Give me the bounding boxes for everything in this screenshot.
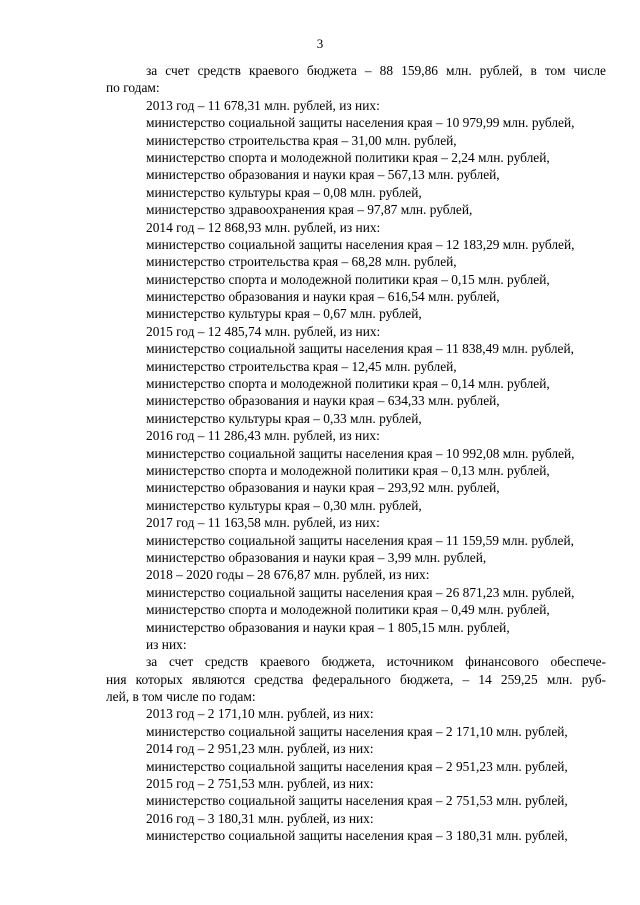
- text-line: 2018 – 2020 годы – 28 676,87 млн. рублей, из них:: [146, 567, 430, 583]
- text-line: 2015 год – 2 751,53 млн. рублей, из них:: [146, 776, 374, 792]
- text-line: министерство социальной защиты населения края – 2 171,10 млн. рублей,: [146, 723, 568, 739]
- text-line: министерство образования и науки края – 616,54 млн. рублей,: [146, 289, 500, 305]
- text-line: за счет средств краевого бюджета, источником финансового обеспече-: [146, 654, 606, 670]
- text-line: министерство строительства края – 12,45 млн. рублей,: [146, 358, 457, 374]
- text-line: 2016 год – 11 286,43 млн. рублей, из них:: [146, 428, 380, 444]
- text-line: 2017 год – 11 163,58 млн. рублей, из них:: [146, 515, 380, 531]
- text-line: за счет средств краевого бюджета – 88 159,86 млн. рублей, в том числе: [146, 63, 606, 78]
- document-body: [106, 62, 606, 845]
- text-line: 2013 год – 11 678,31 млн. рублей, из них:: [146, 97, 380, 113]
- text-line: министерство социальной защиты населения края – 26 871,23 млн. рублей,: [146, 584, 575, 600]
- text-line: министерство культуры края – 0,08 млн. рублей,: [146, 184, 422, 200]
- text-line: министерство образования и науки края – 567,13 млн. рублей,: [146, 167, 500, 183]
- text-line: министерство социальной защиты населения края – 3 180,31 млн. рублей,: [146, 828, 568, 844]
- text-line: министерство образования и науки края – 634,33 млн. рублей,: [146, 393, 500, 409]
- page-number: 3: [316, 36, 324, 51]
- text-line: министерство спорта и молодежной политики края – 0,15 млн. рублей,: [146, 271, 550, 287]
- text-line: ния которых являются средства федерального бюджета, – 14 259,25 млн. руб-: [106, 671, 606, 687]
- text-line: министерство образования и науки края – 1 805,15 млн. рублей,: [146, 619, 510, 635]
- text-line: министерство спорта и молодежной политики края – 2,24 млн. рублей,: [146, 149, 550, 165]
- text-line: министерство культуры края – 0,67 млн. рублей,: [146, 306, 422, 322]
- text-line: министерство образования и науки края – 3,99 млн. рублей,: [146, 549, 487, 565]
- text-line: министерство образования и науки края – 293,92 млн. рублей,: [146, 480, 500, 496]
- text-line: 2013 год – 2 171,10 млн. рублей, из них:: [146, 706, 374, 722]
- text-line: 2015 год – 12 485,74 млн. рублей, из них:: [146, 323, 381, 339]
- text-line: министерство социальной защиты населения края – 10 979,99 млн. рублей,: [146, 115, 575, 131]
- text-line: министерство социальной защиты населения края – 11 159,59 млн. рублей,: [146, 532, 574, 548]
- text-line: 2016 год – 3 180,31 млн. рублей, из них:: [146, 810, 374, 826]
- text-line: 2014 год – 12 868,93 млн. рублей, из них:: [146, 219, 381, 235]
- text-line: министерство социальной защиты населения края – 10 992,08 млн. рублей,: [146, 445, 575, 461]
- text-line: министерство культуры края – 0,30 млн. рублей,: [146, 497, 422, 513]
- text-line: министерство строительства края – 68,28 млн. рублей,: [146, 254, 457, 270]
- text-line: министерство социальной защиты населения края – 2 751,53 млн. рублей,: [146, 793, 568, 809]
- text-line: министерство спорта и молодежной политики края – 0,13 млн. рублей,: [146, 462, 550, 478]
- text-line: министерство социальной защиты населения края – 12 183,29 млн. рублей,: [146, 236, 575, 252]
- text-line: министерство социальной защиты населения края – 11 838,49 млн. рублей,: [146, 341, 574, 357]
- text-line: министерство строительства края – 31,00 млн. рублей,: [146, 132, 457, 148]
- text-line: по годам:: [106, 80, 160, 96]
- text-line: министерство социальной защиты населения края – 2 951,23 млн. рублей,: [146, 758, 568, 774]
- text-line: министерство культуры края – 0,33 млн. рублей,: [146, 410, 422, 426]
- text-line: 2014 год – 2 951,23 млн. рублей, из них:: [146, 741, 374, 757]
- text-line: министерство спорта и молодежной политики края – 0,49 млн. рублей,: [146, 602, 550, 618]
- text-line: лей, в том числе по годам:: [106, 689, 256, 705]
- text-line: из них:: [146, 636, 187, 652]
- text-line: министерство здравоохранения края – 97,87 млн. рублей,: [146, 202, 473, 218]
- text-line: министерство спорта и молодежной политики края – 0,14 млн. рублей,: [146, 376, 550, 392]
